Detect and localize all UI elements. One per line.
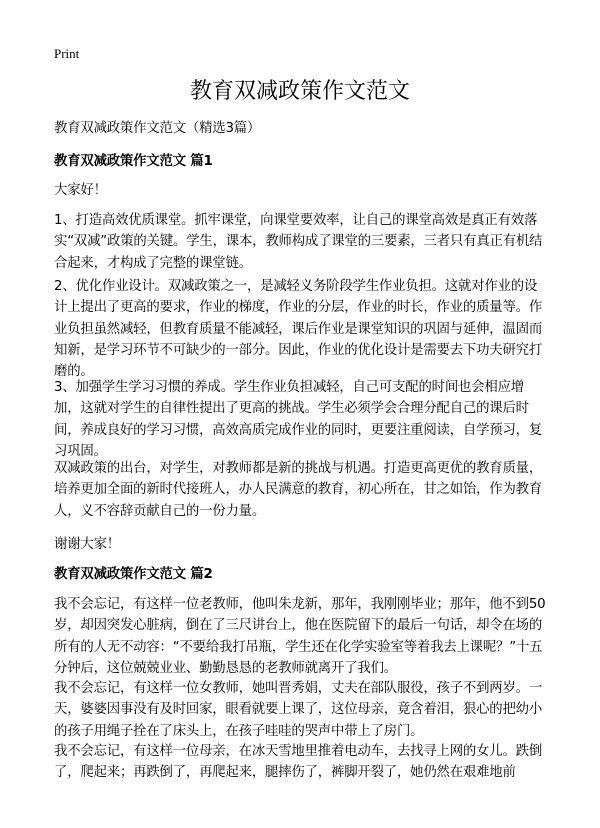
paragraph: 我不会忘记，有这样一位母亲，在冰天雪地里推着电动车，去找寻上网的女儿。跌倒了，爬起来；再跌倒了，再爬起来，腿摔伤了，裤脚开裂了，她仍然在艰难地前	[54, 744, 543, 781]
section-heading-2: 教育双减政策作文范文 篇2	[54, 567, 213, 582]
paragraph: 1、打造高效优质课堂。抓牢课堂，向课堂要效率，让自己的课堂高效是真正有效落实“双减”政策的关键。学生，课本，教师构成了课堂的三要素，三者只有真正有机结合起来，才构成了完整的课堂链。	[54, 213, 543, 271]
paragraph: 我不会忘记，有这样一位老教师，他叫朱龙新，那年，我刚刚毕业；那年，他不到50岁，却因突发心脏病，倒在了三尺讲台上，他在医院留下的最后一句话，却令在场的所有的人无不动容：“不要给我打吊瓶，学生还在化学实验室等着我去上课呢？”十五分钟后，这位兢兢业业、勤勤恳恳的老教师就离开了我们。	[54, 597, 546, 676]
paragraph: 3、加强学生学习习惯的养成。学生作业负担减轻，自己可支配的时间也会相应增加，这就对学生的自律性提出了更高的挑战。学生必须学会合理分配自己的课后时间，养成良好的学习习惯，高效高质完成作业的同时，更要注重阅读，自学预习，复习巩固。	[54, 380, 543, 459]
print-link[interactable]: Print	[54, 46, 80, 61]
paragraph: 双减政策的出台，对学生，对教师都是新的挑战与机遇。打造更高更优的教育质量，培养更加全面的新时代接班人，办人民满意的教育，初心所在，甘之如饴，作为教育人，义不容辞贡献自己的一份力量。	[54, 461, 543, 519]
paragraph: 大家好！	[54, 183, 107, 198]
paragraph: 2、优化作业设计。双减政策之一，是减轻义务阶段学生作业负担。这就对作业的设计上提出了更高的要求，作业的梯度，作业的分层，作业的时长，作业的质量等。作业负担虽然减轻，但教育质量不能减轻，课后作业是课堂知识的巩固与延伸，温固而知新，是学习环节不可缺少的一部分。因此，作业的优化设计是需要去下功夫研究打磨的。	[54, 279, 543, 380]
paragraph: 谢谢大家！	[54, 537, 120, 552]
page-title: 教育双减政策作文范文	[189, 79, 410, 104]
paragraph: 我不会忘记，有这样一位女教师，她叫晋秀娟，丈夫在部队服役，孩子不到两岁。一天，婆婆因事没有及时回家，眼看就要上课了，这位母亲，竟含着泪，狠心的把幼小的孩子用绳子拴在了床头上，在孩子哇哇的哭声中带上了房门。	[54, 681, 543, 739]
subtitle: 教育双减政策作文范文（精选3篇）	[54, 121, 261, 136]
section-heading-1: 教育双减政策作文范文 篇1	[54, 154, 213, 169]
